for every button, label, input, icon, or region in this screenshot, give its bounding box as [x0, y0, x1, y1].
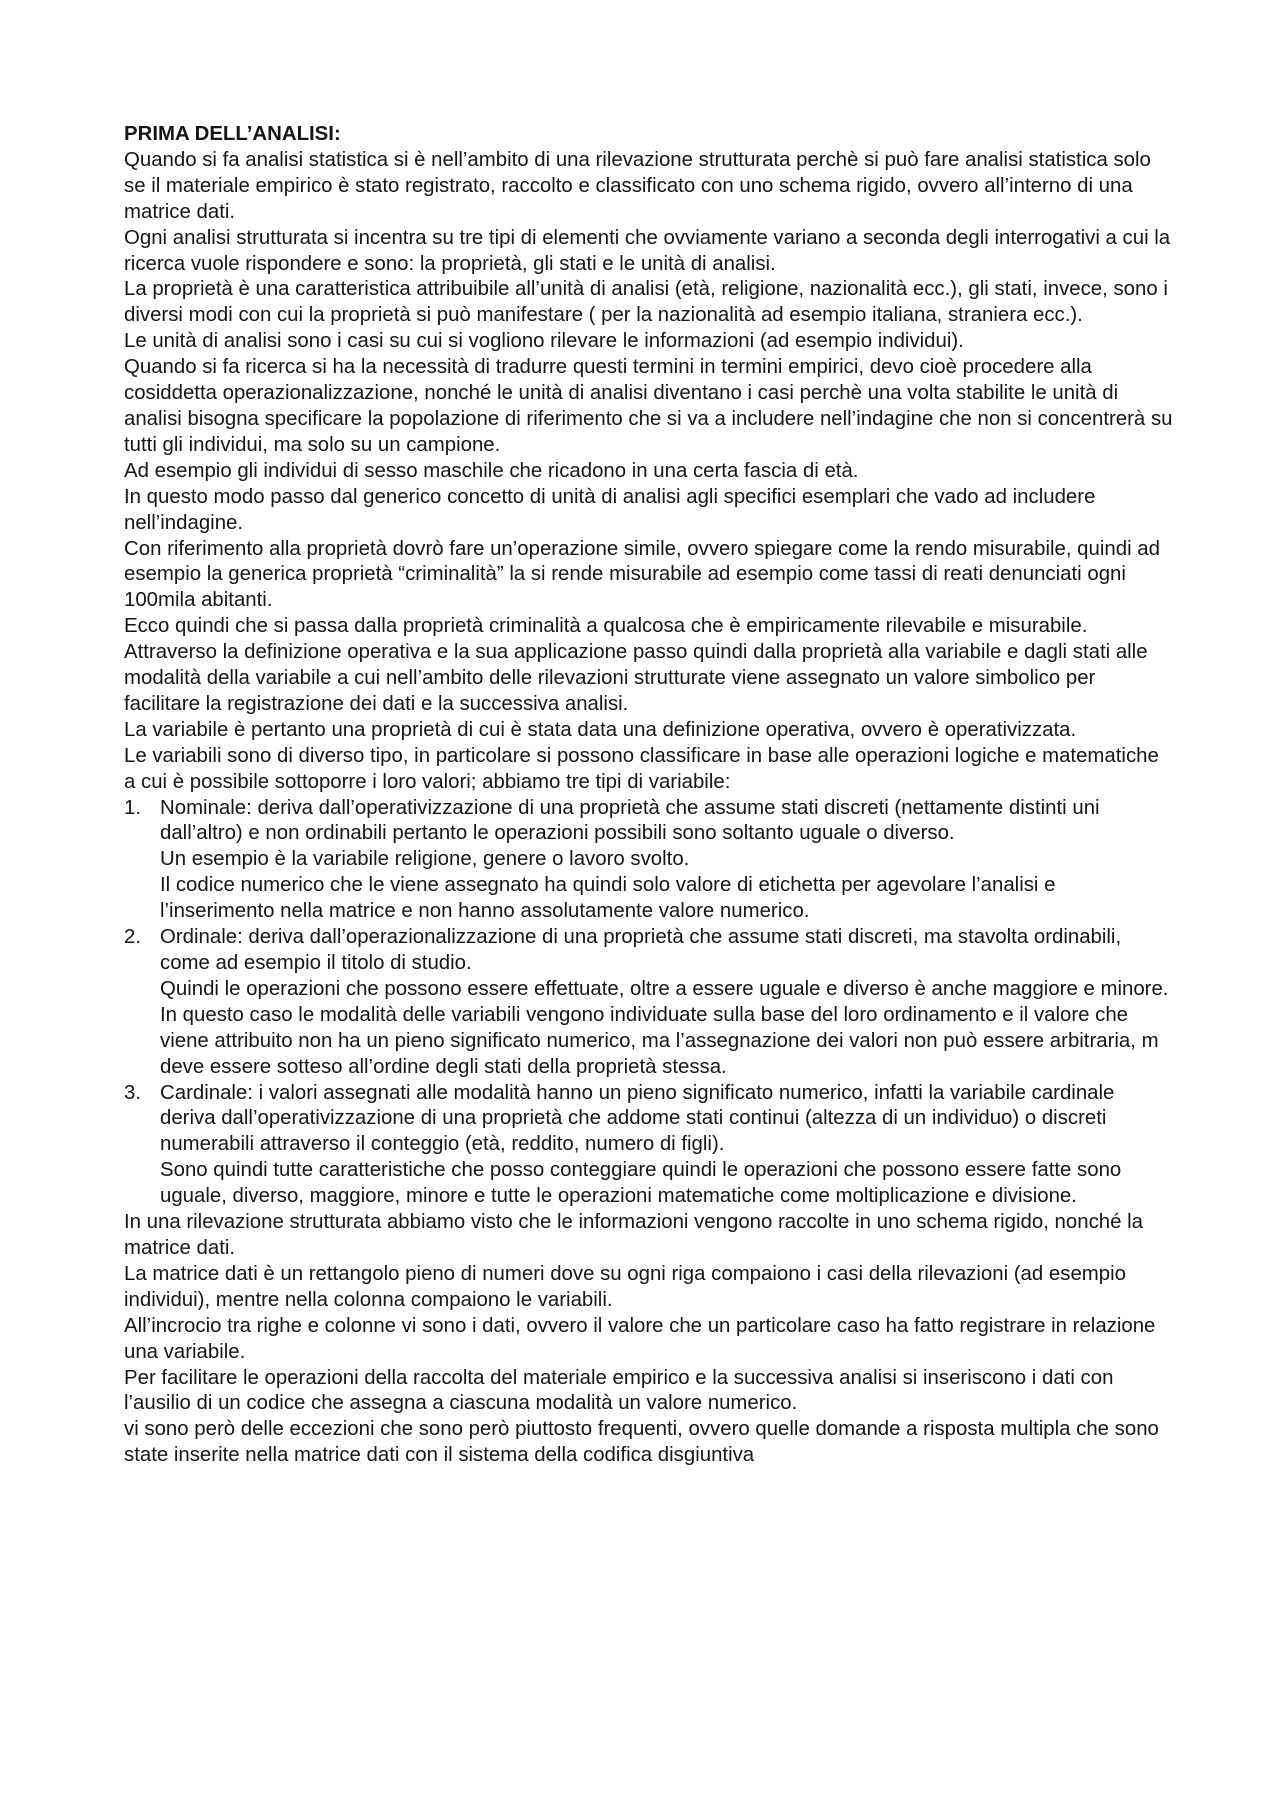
paragraph: In una rilevazione strutturata abbiamo visto che le informazioni vengono raccolte in uno schema rigido, nonché la matrice dati. [124, 1211, 1143, 1259]
paragraph: vi sono però delle eccezioni che sono però piuttosto frequenti, ovvero quelle domande a risposta multipla che sono state inserite nella matrice dati con il sistema della codifica disgiuntiva [124, 1418, 1159, 1467]
paragraph: La variabile è pertanto una proprietà di cui è stata data una definizione operativa, ovvero è operativizzata. [124, 718, 1077, 741]
paragraph: Ogni analisi strutturata si incentra su tre tipi di elementi che ovviamente variano a seconda degli interrogativi a cui la ricerca vuole rispondere e sono: la proprietà, gli stati e le unità di analisi. [124, 226, 1171, 275]
list-text: Cardinale: i valori assegnati alle modalità hanno un pieno significato numerico, infatti la variabile cardinale deriva dall’operativizzazione di una proprietà che addome stati continui (altezza di un individuo) o discreti numerabili attraverso il conteggio (età, reddito, numero di figli). [160, 1081, 1115, 1156]
paragraph: Quando si fa ricerca si ha la necessità di tradurre questi termini in termini empirici, devo cioè procedere alla cosiddetta operazionalizzazione, nonché le unità di analisi diventano i casi perchè una volta stabilite le unità di analisi bisogna specificare la popolazione di riferimento che si va a includere nell’indagine che non si concentrerà su tutti gli individui, ma solo su un campione. [124, 356, 1173, 456]
paragraph: Con riferimento alla proprietà dovrò fare un’operazione simile, ovvero spiegare come la rendo misurabile, quindi ad esempio la generica proprietà “criminalità” la si rende misurabile ad esempio come tassi di reati denunciati ogni 100mila abitanti. [124, 537, 1160, 612]
list-text: Sono quindi tutte caratteristiche che posso conteggiare quindi le operazioni che possono essere fatte sono uguale, diverso, maggiore, minore e tutte le operazioni matematiche come moltiplicazione e divisione. [160, 1159, 1122, 1208]
list-item [124, 1081, 1174, 1211]
list-text: Un esempio è la variabile religione, genere o lavoro svolto. [160, 848, 690, 871]
paragraph: La matrice dati è un rettangolo pieno di numeri dove su ogni riga compaiono i casi della rilevazioni (ad esempio individui), mentre nella colonna compaiono le variabili. [124, 1262, 1126, 1311]
paragraph: Le unità di analisi sono i casi su cui si vogliono rilevare le informazioni (ad esempio individui). [124, 330, 964, 353]
outro-section [124, 1210, 1174, 1469]
paragraph: Le variabili sono di diverso tipo, in particolare si possono classificare in base alle operazioni logiche e matematiche a cui è possibile sottoporre i loro valori; abbiamo tre tipi di variabile: [124, 744, 1159, 793]
paragraph: All’incrocio tra righe e colonne vi sono i dati, ovvero il valore che un particolare caso ha fatto registrare in relazione una variabile. [124, 1314, 1156, 1363]
list-number: 3. [124, 1081, 142, 1104]
paragraph: Ecco quindi che si passa dalla proprietà criminalità a qualcosa che è empiricamente rilevabile e misurabile. [124, 615, 1088, 638]
list-text: Quindi le operazioni che possono essere effettuate, oltre a essere uguale e diverso è anche maggiore e minore. [160, 977, 1169, 1000]
list-item [124, 796, 1174, 926]
intro-section [124, 148, 1174, 796]
page-title: PRIMA DELL’ANALISI: [124, 123, 341, 145]
document-page [124, 122, 1174, 1469]
list-text: In questo caso le modalità delle variabili vengono individuate sulla base del loro ordinamento e il valore che viene attribuito non ha un pieno significato numerico, ma l’assegnazione dei valori non può essere arbitraria, m deve essere sotteso all’ordine degli stati della proprietà stessa. [160, 1003, 1159, 1078]
list-item [124, 925, 1174, 1080]
list-number: 2. [124, 926, 142, 949]
list-text: Il codice numerico che le viene assegnato ha quindi solo valore di etichetta per agevolare l’analisi e l’inserimento nella matrice e non hanno assolutamente valore numerico. [160, 874, 1056, 923]
list-number: 1. [124, 796, 142, 819]
paragraph: Ad esempio gli individui di sesso maschile che ricadono in una certa fascia di età. [124, 459, 859, 482]
paragraph: Quando si fa analisi statistica si è nell’ambito di una rilevazione strutturata perchè si può fare analisi statistica solo se il materiale empirico è stato registrato, raccolto e classificato con uno schema rigido, ovvero all’interno di una matrice dati. [124, 148, 1151, 223]
paragraph: Attraverso la definizione operativa e la sua applicazione passo quindi dalla proprietà alla variabile e dagli stati alle modalità della variabile a cui nell’ambito delle rilevazioni strutturate viene assegnato un valore simbolico per facilitare la registrazione dei dati e la successiva analisi. [124, 641, 1148, 715]
paragraph: In questo modo passo dal generico concetto di unità di analisi agli specifici esemplari che vado ad includere nell’indagine. [124, 485, 1096, 534]
list-text: Ordinale: deriva dall’operazionalizzazione di una proprietà che assume stati discreti, ma stavolta ordinabili, come ad esempio il titolo di studio. [160, 926, 1122, 974]
paragraph: La proprietà è una caratteristica attribuibile all’unità di analisi (età, religione, nazionalità ecc.), gli stati, invece, sono i diversi modi con cui la proprietà si può manifestare ( per la nazionalità ad esempio italiana, straniera ecc.). [124, 278, 1168, 327]
paragraph: Per facilitare le operazioni della raccolta del materiale empirico e la successiva analisi si inseriscono i dati con l’ausilio di un codice che assegna a ciascuna modalità un valore numerico. [124, 1366, 1114, 1415]
list-text: Nominale: deriva dall’operativizzazione di una proprietà che assume stati discreti (nettamente distinti uni dall’altro) e non ordinabili pertanto le operazioni possibili sono soltanto uguale o diverso. [160, 796, 1100, 845]
variable-types-list [124, 796, 1174, 1211]
